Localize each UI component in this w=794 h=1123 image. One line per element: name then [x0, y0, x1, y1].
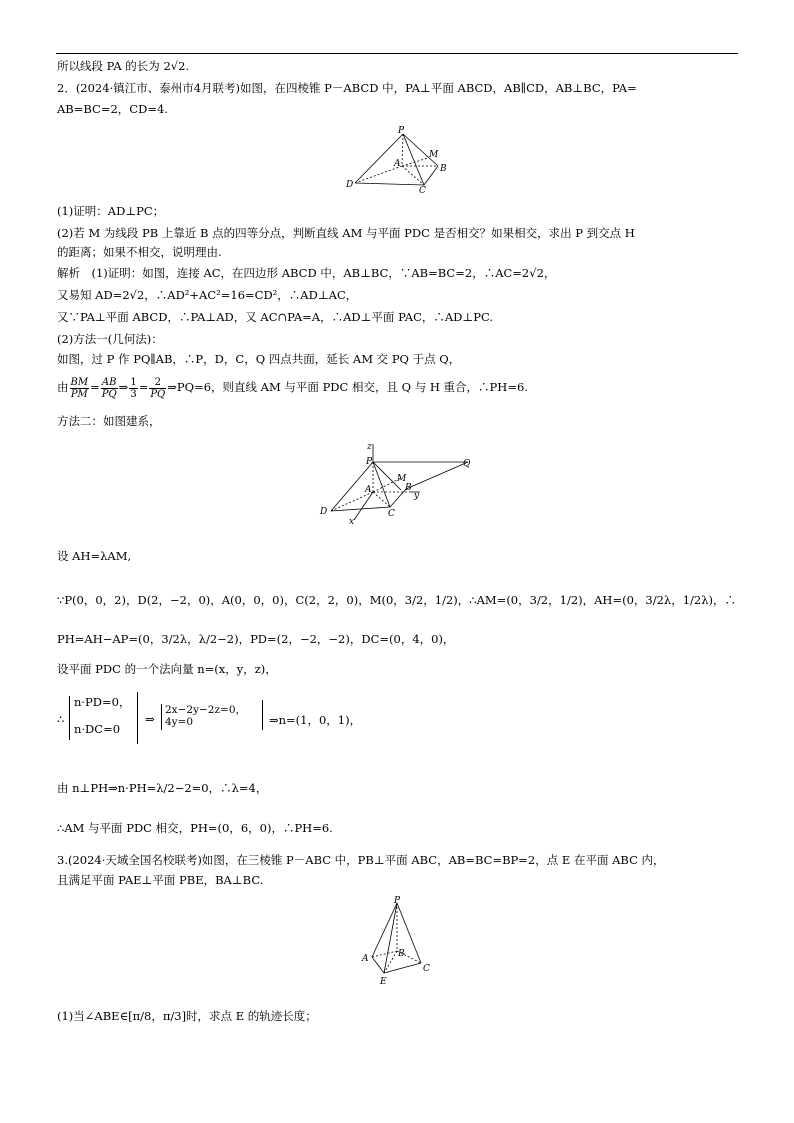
sys-implies: ⇒ — [145, 712, 155, 726]
method2-vectors: PH=AH−AP=(0，3/2λ，λ/2−2)，PD=(2，−2，−2)，DC=(0，4，0)， — [57, 632, 455, 646]
method1-title: (2)方法一(几何法)： — [57, 332, 163, 346]
fig1-label-b: B — [440, 164, 447, 174]
sys-row1: n·PD=0， — [74, 695, 131, 709]
sys-row2: n·DC=0 — [74, 722, 121, 736]
q3-part1: (1)当∠ABE∈[π/8，π/3]时，求点 E 的轨迹长度； — [57, 1009, 317, 1023]
fig1-label-a: A — [394, 159, 401, 169]
fig2-label-p: P — [366, 457, 373, 467]
figure-triangular-pyramid — [357, 893, 437, 988]
method1-line1: 如图，过 P 作 PQ∥AB，∴P，D，C，Q 四点共面，延长 AM 交 PQ 于点 Q， — [57, 352, 461, 366]
left-brace — [69, 696, 70, 740]
fig2-label-a: A — [365, 485, 372, 495]
solution-line1: 解析 (1)证明：如图，连接 AC，在四边形 ABCD 中，AB⊥BC，∵AB=BC=2，∴AC=2√2， — [57, 266, 556, 280]
fig3-label-a: A — [362, 954, 369, 964]
fig2-label-c: C — [388, 509, 395, 519]
method2-normal-vector: 设平面 PDC 的一个法向量 n=(x，y，z)， — [57, 662, 277, 676]
sys-therefore: ∴ — [57, 712, 65, 726]
fig3-label-p: P — [394, 896, 401, 906]
figure-pyramid-pabcd — [340, 126, 455, 194]
method2-title: 方法二：如图建系， — [57, 414, 161, 428]
fig2-label-x: x — [349, 517, 355, 526]
method2-conclusion: ∴AM 与平面 PDC 相交，PH=(0，6，0)，∴PH=6. — [57, 821, 333, 835]
prev-answer-line: 所以线段 PA 的长为 2√2. — [57, 59, 190, 73]
solution-line2: 又易知 AD=2√2，∴AD²+AC²=16=CD²，∴AD⊥AC， — [57, 288, 358, 302]
fig2-label-y: y — [414, 491, 420, 501]
fig1-label-d: D — [346, 180, 354, 190]
inner-brace-close — [262, 700, 263, 730]
fig2-label-b: B — [405, 483, 412, 493]
q2-statement-line1: 2．(2024·镇江市、泰州市4月联考)如图，在四棱锥 P－ABCD 中，PA⊥平面 ABCD，AB∥CD，AB⊥BC，PA= — [57, 81, 637, 95]
method1-fraction-line: 由 $\frac{BM}{PM}$ = $\frac{AB}{PQ}$ ⇒ $\frac{1}{3}$ = $\frac{2}{PQ}$ ⇒PQ=6，则直线 AM 与平面 PDC 相交，且 Q 与 H 重合，∴PH=6. — [57, 376, 528, 400]
sys-row4: 4y=0 — [165, 716, 194, 728]
q2-statement-line2: AB=BC=2，CD=4. — [57, 102, 168, 116]
q3-statement-line2: 且满足平面 PAE⊥平面 PBE，BA⊥BC. — [57, 873, 264, 887]
inner-brace — [161, 704, 162, 730]
fig1-label-c: C — [419, 186, 426, 194]
method2-coordinates: ∵P(0，0，2)，D(2，−2，0)，A(0，0，0)，C(2，2，0)，M(0，3/2，1/2)，∴AM=(0，3/2，1/2)，AH=(0，3/2λ，1/2λ)，∴ — [57, 593, 736, 607]
q3-statement-line1: 3.(2024·天域全国名校联考)如图，在三棱锥 P－ABC 中，PB⊥平面 ABC，AB=BC=BP=2，点 E 在平面 ABC 内， — [57, 853, 665, 867]
fig2-label-z: z — [367, 442, 372, 452]
header-rule — [56, 53, 738, 54]
q2-part1: (1)证明：AD⊥PC； — [57, 204, 165, 218]
solution-line3: 又∵PA⊥平面 ABCD，∴PA⊥AD，又 AC∩PA=A，∴AD⊥平面 PAC，∴AD⊥PC. — [57, 310, 493, 324]
fig2-label-m: M — [397, 474, 407, 484]
method2-set-ah: 设 AH=λAM, — [57, 549, 132, 563]
fig1-label-p: P — [398, 126, 405, 136]
fig3-label-b: B — [398, 949, 405, 959]
q2-part2-line1: (2)若 M 为线段 PB 上靠近 B 点的四等分点，判断直线 AM 与平面 PDC 是否相交？如果相交，求出 P 到交点 H — [57, 226, 635, 240]
sys-result: ⇒n=(1，0，1)， — [269, 713, 362, 727]
fig3-label-e: E — [380, 977, 387, 987]
fig2-label-d: D — [320, 507, 328, 517]
method2-perpendicular: 由 n⊥PH⇒n·PH=λ/2−2=0，∴λ=4， — [57, 781, 268, 795]
fig1-label-m: M — [429, 150, 439, 160]
sys-row3: 2x−2y−2z=0， — [165, 704, 247, 716]
equation-system — [57, 692, 437, 752]
fig3-label-c: C — [423, 964, 430, 974]
figure-coordinate-system — [316, 440, 486, 526]
q2-part2-line2: 的距离；如果不相交，说明理由. — [57, 245, 222, 259]
fig2-label-q: Q — [463, 459, 471, 469]
right-brace-marker — [137, 692, 138, 744]
